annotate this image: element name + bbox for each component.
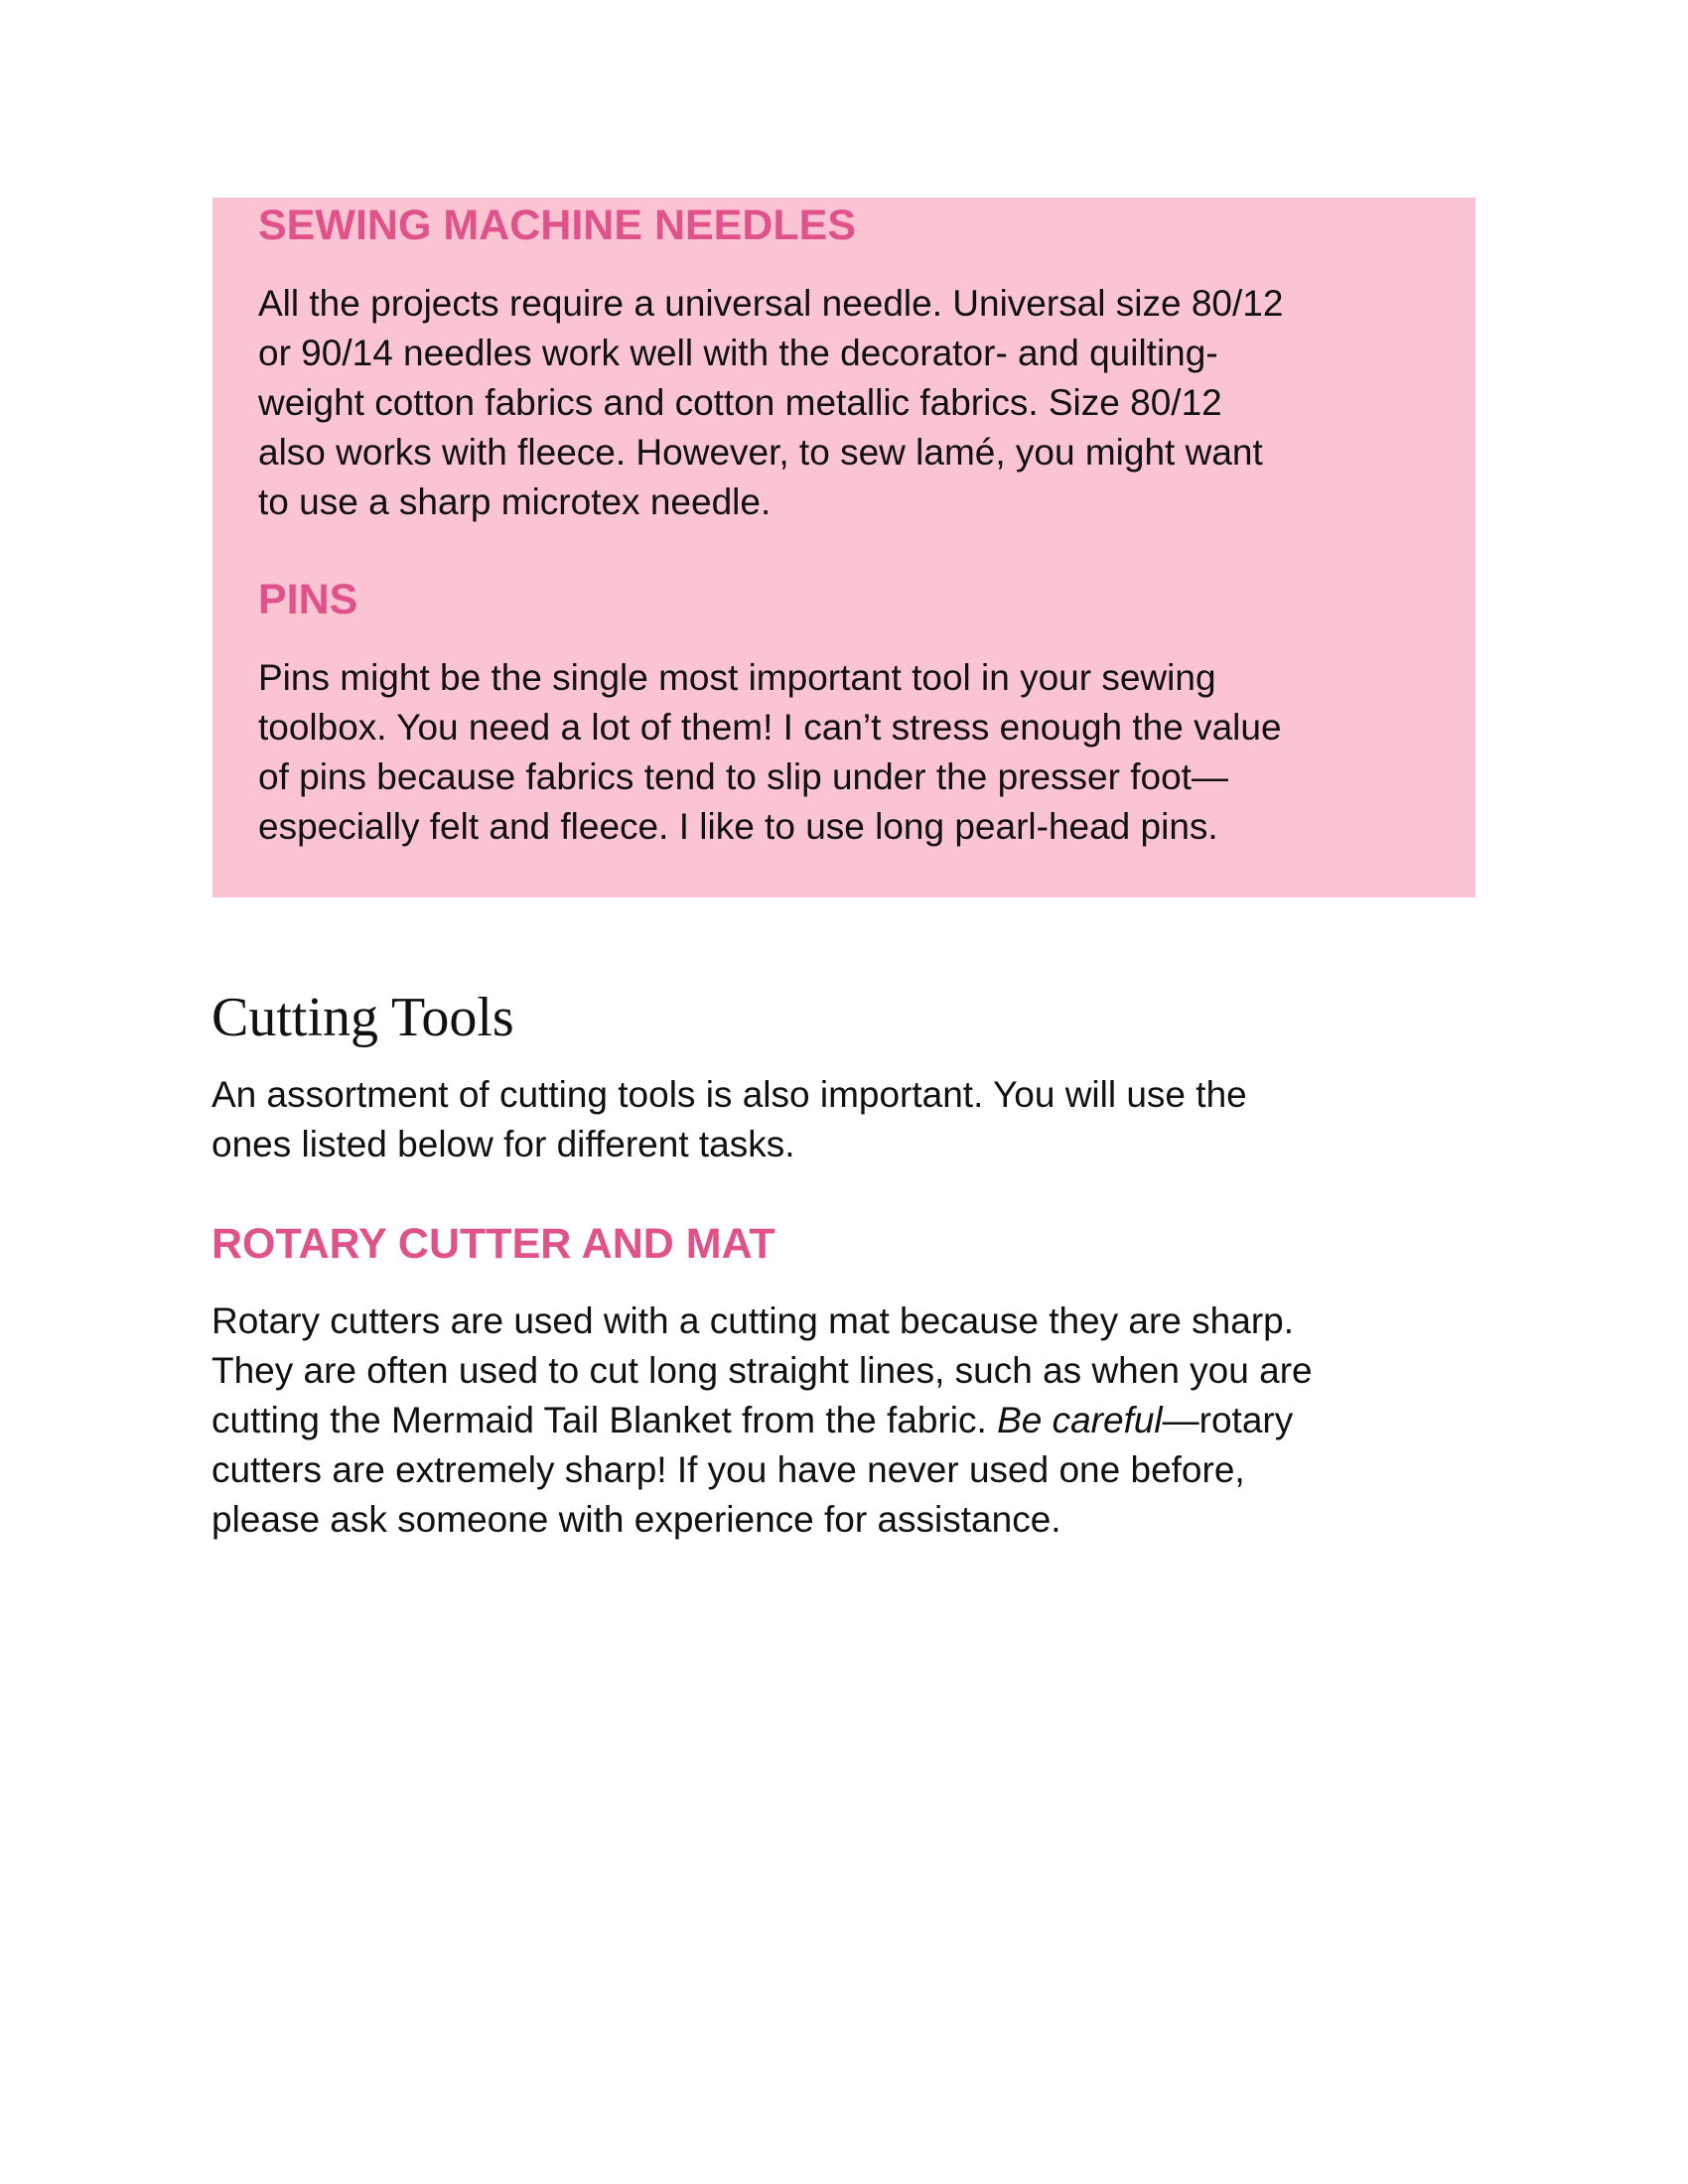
- intro-paragraph: [211, 1070, 1247, 1169]
- rotary-heading: ROTARY CUTTER AND MAT: [211, 1220, 775, 1268]
- pins-paragraph: [258, 653, 1282, 852]
- rotary-line: They are often used to cut long straight lines, such as when you are: [211, 1350, 1313, 1391]
- sidebar-box: [212, 198, 1476, 897]
- rotary-line: please ask someone with experience for assistance.: [211, 1499, 1061, 1540]
- needles-line: or 90/14 needles work well with the decorator- and quilting-: [258, 333, 1218, 373]
- section-heading-cutting-tools: Cutting Tools: [211, 987, 514, 1048]
- rotary-paragraph: [211, 1297, 1313, 1545]
- needles-paragraph: [258, 279, 1283, 527]
- pins-line: of pins because fabrics tend to slip under the presser foot—: [258, 756, 1228, 797]
- intro-line: An assortment of cutting tools is also important. You will use the: [211, 1074, 1247, 1115]
- needles-heading: SEWING MACHINE NEEDLES: [258, 202, 857, 249]
- be-careful-emphasis: Be careful: [997, 1400, 1163, 1440]
- pins-line: Pins might be the single most important tool in your sewing: [258, 657, 1216, 698]
- intro-line: ones listed below for different tasks.: [211, 1124, 795, 1164]
- pins-line: especially felt and fleece. I like to use long pearl-head pins.: [258, 806, 1218, 847]
- needles-line: also works with fleece. However, to sew lamé, you might want: [258, 432, 1263, 473]
- rotary-line: [211, 1396, 1313, 1445]
- needles-line: to use a sharp microtex needle.: [258, 481, 772, 522]
- rotary-line: Rotary cutters are used with a cutting mat because they are sharp.: [211, 1300, 1295, 1341]
- needles-line: All the projects require a universal needle. Universal size 80/12: [258, 283, 1284, 324]
- pins-heading: PINS: [258, 576, 358, 623]
- rotary-line-text: —rotary: [1162, 1400, 1294, 1440]
- needles-line: weight cotton fabrics and cotton metallic fabrics. Size 80/12: [258, 382, 1222, 423]
- rotary-line-text: cutting the Mermaid Tail Blanket from the fabric.: [211, 1400, 998, 1440]
- rotary-line: cutters are extremely sharp! If you have never used one before,: [211, 1449, 1245, 1490]
- pins-line: toolbox. You need a lot of them! I can’t stress enough the value: [258, 707, 1282, 748]
